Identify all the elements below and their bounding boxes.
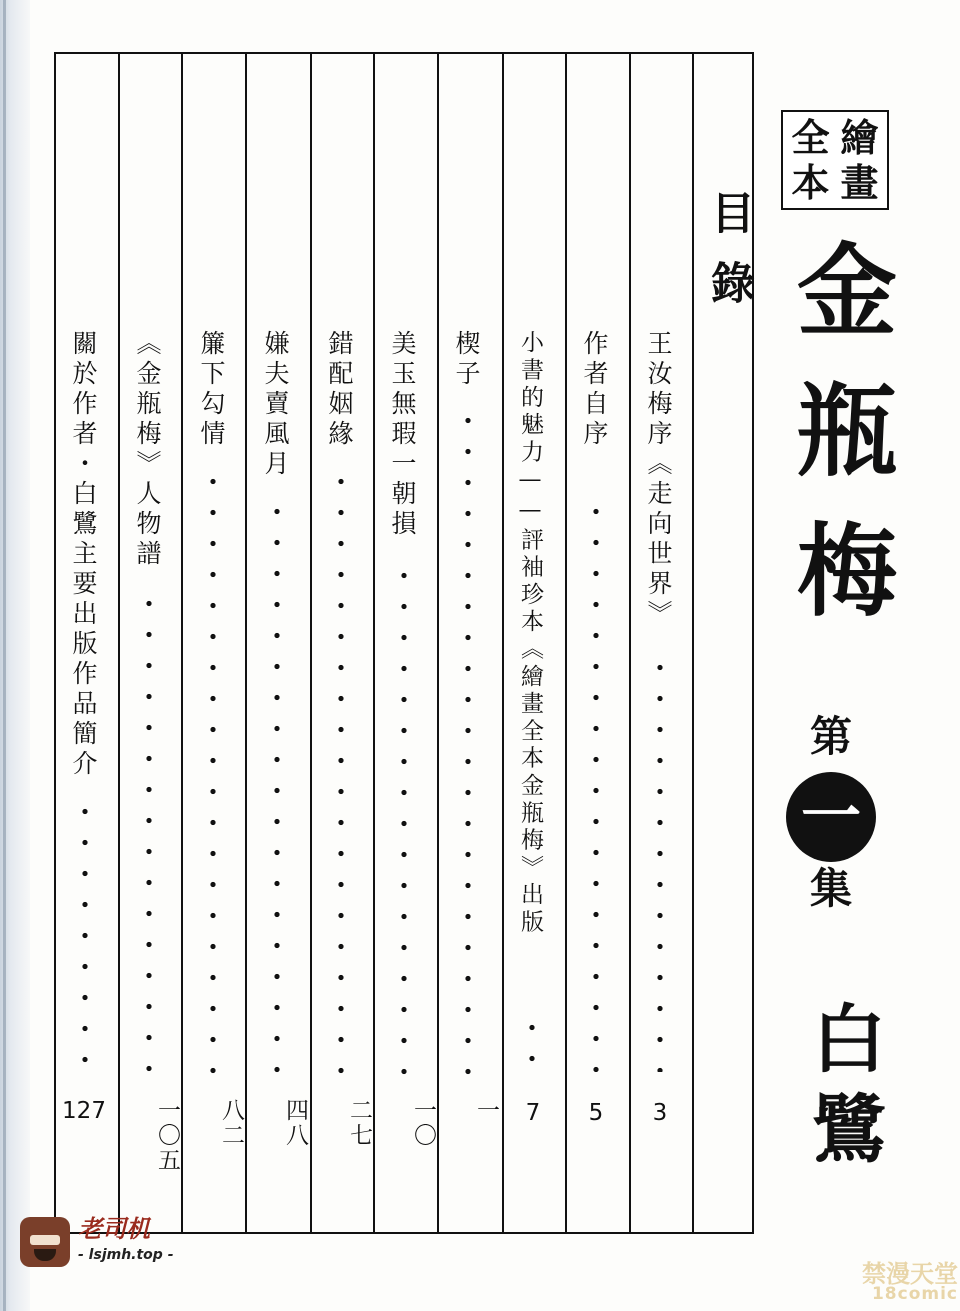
toc-entry-page: 一〇五 [154,1098,180,1173]
book-title: 金瓶梅 [780,238,897,658]
column-divider [118,52,120,1234]
toc-entry-title: 作者自序 [580,330,609,450]
watermark-right-name: 禁漫天堂 [862,1260,958,1288]
leader-dots [529,1012,535,1082]
volume-suffix: 集 [809,864,852,913]
leader-dots [465,405,471,1085]
column-divider [692,52,694,1234]
toc-entry-page: 127 [62,1098,106,1124]
toc-entry-title: 關於作者・白鷺主要出版作品簡介 [69,330,98,780]
watermark-right-url: 18comic [871,1284,958,1304]
leader-dots [338,466,344,1086]
column-divider [629,52,631,1234]
watermark-right [846,1262,958,1308]
series-logo-char: 本 [791,160,830,205]
toc-heading: 目錄 [703,190,754,330]
volume-prefix: 第 [809,712,852,761]
toc-entry-page: 八二 [218,1098,244,1148]
series-logo-char: 繪 [840,115,879,160]
series-logo-char: 畫 [840,160,879,205]
toc-entry-page: 3 [652,1100,668,1126]
mascot-logo-icon [20,1217,70,1267]
leader-dots [657,652,663,1072]
toc-entry-title: 楔子 [452,330,481,390]
column-divider [437,52,439,1234]
column-divider [310,52,312,1234]
toc-entry-page: 四八 [282,1098,308,1148]
toc-entry-title: 錯配姻緣 [325,330,354,450]
author-name: 白鷺 [800,1000,886,1180]
column-divider [502,52,504,1234]
toc-entry-page: 7 [525,1100,541,1126]
toc-entry-page: 二七 [346,1098,372,1148]
toc-entry-page: 一〇 [410,1098,436,1148]
toc-entry-title: 《金瓶梅》人物譜 [133,330,162,570]
binding-edge [0,0,30,1311]
column-divider [373,52,375,1234]
watermark-left [20,1217,180,1277]
volume-number-badge: 一 [786,772,876,862]
watermark-left-url: - lsjmh.top - [78,1247,174,1263]
column-divider [181,52,183,1234]
leader-dots [146,588,152,1088]
toc-entry-title: 美玉無瑕一朝損 [388,330,417,540]
series-logo-char: 全 [791,115,830,160]
toc-entry-title: 小書的魅力——評袖珍本《繪畫全本金瓶梅》出版 [517,330,543,937]
leader-dots [82,796,88,1086]
leader-dots [210,466,216,1086]
column-divider [565,52,567,1234]
toc-entry-title: 王汝梅序《走向世界》 [644,330,673,630]
toc-entry-page: 5 [588,1100,604,1126]
column-divider [245,52,247,1234]
series-logo [781,110,889,210]
leader-dots [274,496,280,1086]
toc-entry-title: 簾下勾情 [197,330,226,450]
leader-dots [401,560,407,1085]
leader-dots [593,496,599,1072]
watermark-left-name: 老司机 [78,1215,150,1243]
toc-entry-title: 嫌夫賣風月 [261,330,290,480]
toc-entry-page: 一 [473,1098,499,1123]
